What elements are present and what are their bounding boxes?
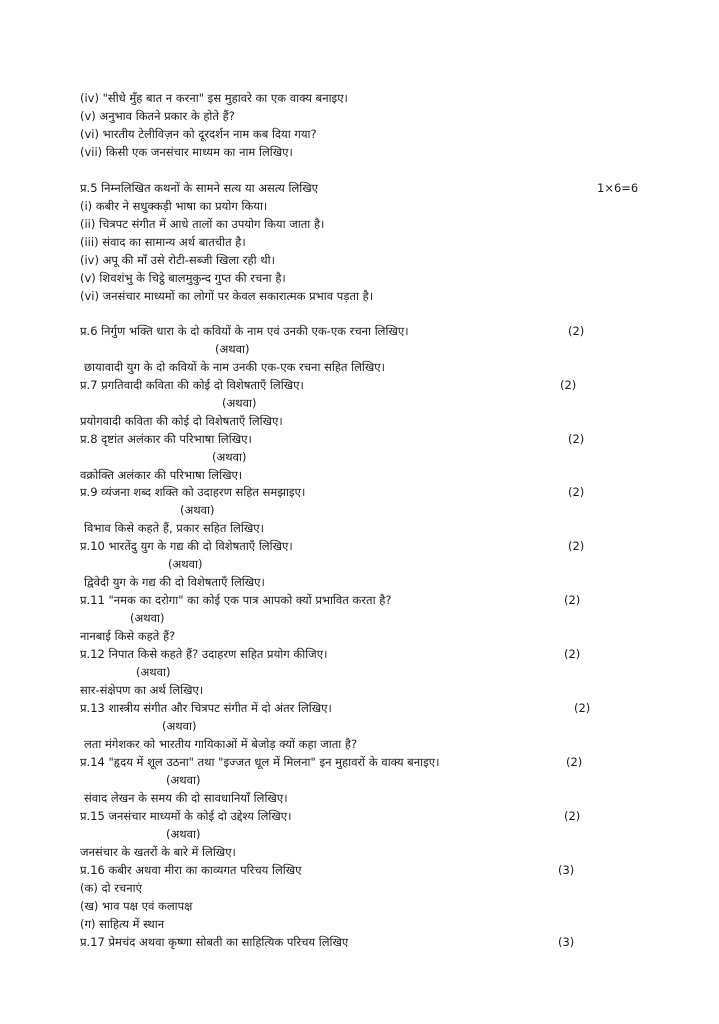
question-5-item: (v) शिवशंभु के चिट्ठे बालमुकुन्द गुप्त की रचना है।: [80, 271, 286, 285]
question-11: प्र.11 "नमक का दरोगा" का कोई एक पात्र आपको क्यों प्रभावित करता है?: [80, 593, 392, 607]
or-label: (अथवा): [215, 342, 250, 356]
question-12-marks: (2): [564, 647, 581, 661]
question-7-alternative: प्रयोगवादी कविता की कोई दो विशेषताएँ लिखिए।: [80, 414, 283, 428]
question-7-marks: (2): [560, 378, 577, 392]
question-15-marks: (2): [564, 809, 581, 823]
question-8-marks: (2): [568, 432, 585, 446]
question-11-marks: (2): [564, 593, 581, 607]
question-4-part-v: (v) अनुभाव कितने प्रकार के होते हैं?: [80, 109, 235, 123]
or-label: (अथवा): [130, 611, 165, 625]
question-10-marks: (2): [568, 539, 585, 553]
question-5-marks: 1×6=6: [597, 181, 639, 195]
or-label: (अथवा): [162, 719, 197, 733]
question-6: प्र.6 निर्गुण भक्ति धारा के दो कवियों के नाम एवं उनकी एक-एक रचना लिखिए।: [80, 324, 409, 338]
question-16-sub: (क) दो रचनाएं: [80, 881, 142, 895]
question-14-alternative: संवाद लेखन के समय की दो सावधानियाँ लिखिए।: [84, 791, 288, 805]
question-10: प्र.10 भारतेंदु युग के गद्य की दो विशेषताएँ लिखिए।: [80, 539, 293, 553]
or-label: (अथवा): [212, 450, 247, 464]
question-5-heading: प्र.5 निम्नलिखित कथनों के सामने सत्य या असत्य लिखिए: [80, 181, 318, 195]
question-6-marks: (2): [568, 324, 585, 338]
question-4-part-iv: (iv) "सीधे मुँह बात न करना" इस मुहावरे का एक वाक्य बनाइए।: [80, 91, 348, 105]
or-label: (अथवा): [166, 827, 201, 841]
question-9: प्र.9 व्यंजना शब्द शक्ति को उदाहरण सहित समझाइए।: [80, 485, 306, 499]
question-8-alternative: वक्रोक्ति अलंकार की परिभाषा लिखिए।: [80, 468, 243, 482]
question-16-marks: (3): [558, 863, 575, 877]
question-17: प्र.17 प्रेमचंद अथवा कृष्णा सोबती का साहित्यिक परिचय लिखिए: [80, 935, 349, 949]
question-5-item: (ii) चित्रपट संगीत में आधे तालों का उपयोग किया जाता है।: [80, 217, 325, 231]
question-5-item: (i) कबीर ने सधुक्कड़ी भाषा का प्रयोग किया।: [80, 199, 268, 213]
question-5-item: (iv) अपू की माँ उसे रोटी-सब्जी खिला रही थी।: [80, 253, 275, 267]
question-9-alternative: विभाव किसे कहते हैं, प्रकार सहित लिखिए।: [84, 521, 264, 535]
or-label: (अथवा): [222, 396, 257, 410]
question-4-part-vi: (vi) भारतीय टेलीविज़न को दूरदर्शन नाम कब दिया गया?: [80, 127, 317, 141]
question-11-alternative: नानबाई किसे कहते हैं?: [80, 629, 176, 643]
question-15-alternative: जनसंचार के खतरों के बारे में लिखिए।: [80, 845, 236, 859]
question-5-item: (iii) संवाद का सामान्य अर्थ बातचीत है।: [80, 235, 246, 249]
question-5-item: (vi) जनसंचार माध्यमों का लोगों पर केवल सकारात्मक प्रभाव पड़ता है।: [80, 289, 374, 303]
question-13-marks: (2): [574, 701, 591, 715]
question-9-marks: (2): [568, 485, 585, 499]
or-label: (अथवा): [166, 773, 201, 787]
question-13-alternative: लता मंगेशकर को भारतीय गायिकाओं में बेजोड़ क्यों कहा जाता है?: [84, 737, 358, 751]
question-12-alternative: सार-संक्षेपण का अर्थ लिखिए।: [80, 683, 204, 697]
question-15: प्र.15 जनसंचार माध्यमों के कोई दो उद्देश्य लिखिए।: [80, 809, 292, 823]
question-16-sub: (ग) साहित्य में स्थान: [80, 917, 165, 931]
or-label: (अथवा): [180, 503, 215, 517]
question-7: प्र.7 प्रगतिवादी कविता की कोई दो विशेषताएँ लिखिए।: [80, 378, 304, 392]
question-4-part-vii: (vii) किसी एक जनसंचार माध्यम का नाम लिखिए।: [80, 145, 293, 159]
or-label: (अथवा): [136, 665, 171, 679]
question-12: प्र.12 निपात किसे कहते हैं? उदाहरण सहित प्रयोग कीजिए।: [80, 647, 328, 661]
question-10-alternative: द्विवेदी युग के गद्य की दो विशेषताएँ लिखिए।: [84, 575, 265, 589]
question-16: प्र.16 कबीर अथवा मीरा का काव्यगत परिचय लिखिए: [80, 863, 302, 877]
question-17-marks: (3): [558, 935, 575, 949]
question-14: प्र.14 "हृदय में शूल उठना" तथा "इज्जत धूल में मिलना" इन मुहावरों के वाक्य बनाइए।: [80, 755, 440, 769]
question-14-marks: (2): [566, 755, 583, 769]
question-8: प्र.8 दृष्टांत अलंकार की परिभाषा लिखिए।: [80, 432, 252, 446]
question-16-sub: (ख) भाव पक्ष एवं कलापक्ष: [80, 899, 193, 913]
or-label: (अथवा): [168, 557, 203, 571]
question-6-alternative: छायावादी युग के दो कवियों के नाम उनकी एक-एक रचना सहित लिखिए।: [84, 360, 386, 374]
question-13: प्र.13 शास्त्रीय संगीत और चित्रपट संगीत में दो अंतर लिखिए।: [80, 701, 332, 715]
